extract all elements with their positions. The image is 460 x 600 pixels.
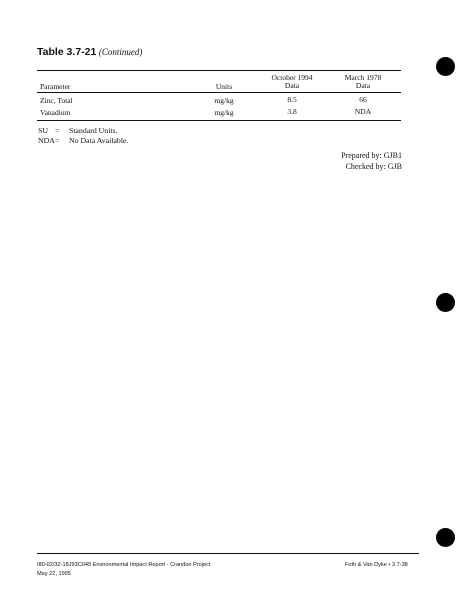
table-bottom-rule: [37, 120, 401, 121]
note-line: [38, 126, 128, 136]
footer-rule: [37, 553, 419, 554]
row-parameter: Vanadium: [40, 108, 71, 117]
table-number: Table 3.7-21: [37, 46, 97, 58]
row-march-value: NDA: [354, 107, 372, 116]
note-line: [38, 136, 128, 146]
table-continued-note: (Continued): [98, 47, 143, 57]
table-header-rule: [37, 92, 401, 93]
header-march-line2: Data: [355, 81, 371, 90]
prepared-by: Prepared by: GJB1: [341, 151, 402, 160]
row-units: mg/kg: [214, 108, 234, 117]
row-october-value: 3.8: [287, 107, 297, 116]
note-abbr: SU: [38, 126, 48, 135]
row-parameter: Zinc, Total: [40, 96, 73, 105]
signoff-block: [341, 151, 402, 172]
note-equals: =: [55, 126, 60, 135]
binder-hole-icon: [436, 293, 455, 312]
table-title: [37, 46, 142, 58]
note-equals: =: [55, 136, 60, 145]
note-text: No Data Available.: [69, 136, 129, 145]
table-top-rule: [37, 70, 401, 71]
binder-hole-icon: [436, 528, 455, 547]
footer-document-id: I80-02/32-18J93C049 Environmental Impact Report - Crandon Project: [37, 562, 211, 568]
header-parameter: Parameter: [40, 82, 71, 91]
note-abbr: NDA: [38, 136, 55, 145]
header-march-line1: March 1978: [344, 73, 382, 82]
note-text: Standard Units.: [69, 126, 118, 135]
binder-hole-icon: [436, 57, 455, 76]
row-units: mg/kg: [214, 96, 234, 105]
row-october-value: 8.5: [287, 95, 297, 104]
row-march-value: 66: [359, 95, 367, 104]
checked-by: Checked by: GJB: [345, 161, 402, 171]
footer-left: [37, 561, 211, 579]
footer-page-info: Foth & Van Dyke • 3.7-38: [345, 562, 408, 568]
table-notes: [38, 126, 128, 146]
header-october-line1: October 1994: [271, 73, 313, 82]
footer-date: May 22, 1995: [37, 571, 71, 577]
header-units: Units: [215, 82, 233, 91]
header-october-line2: Data: [284, 81, 300, 90]
